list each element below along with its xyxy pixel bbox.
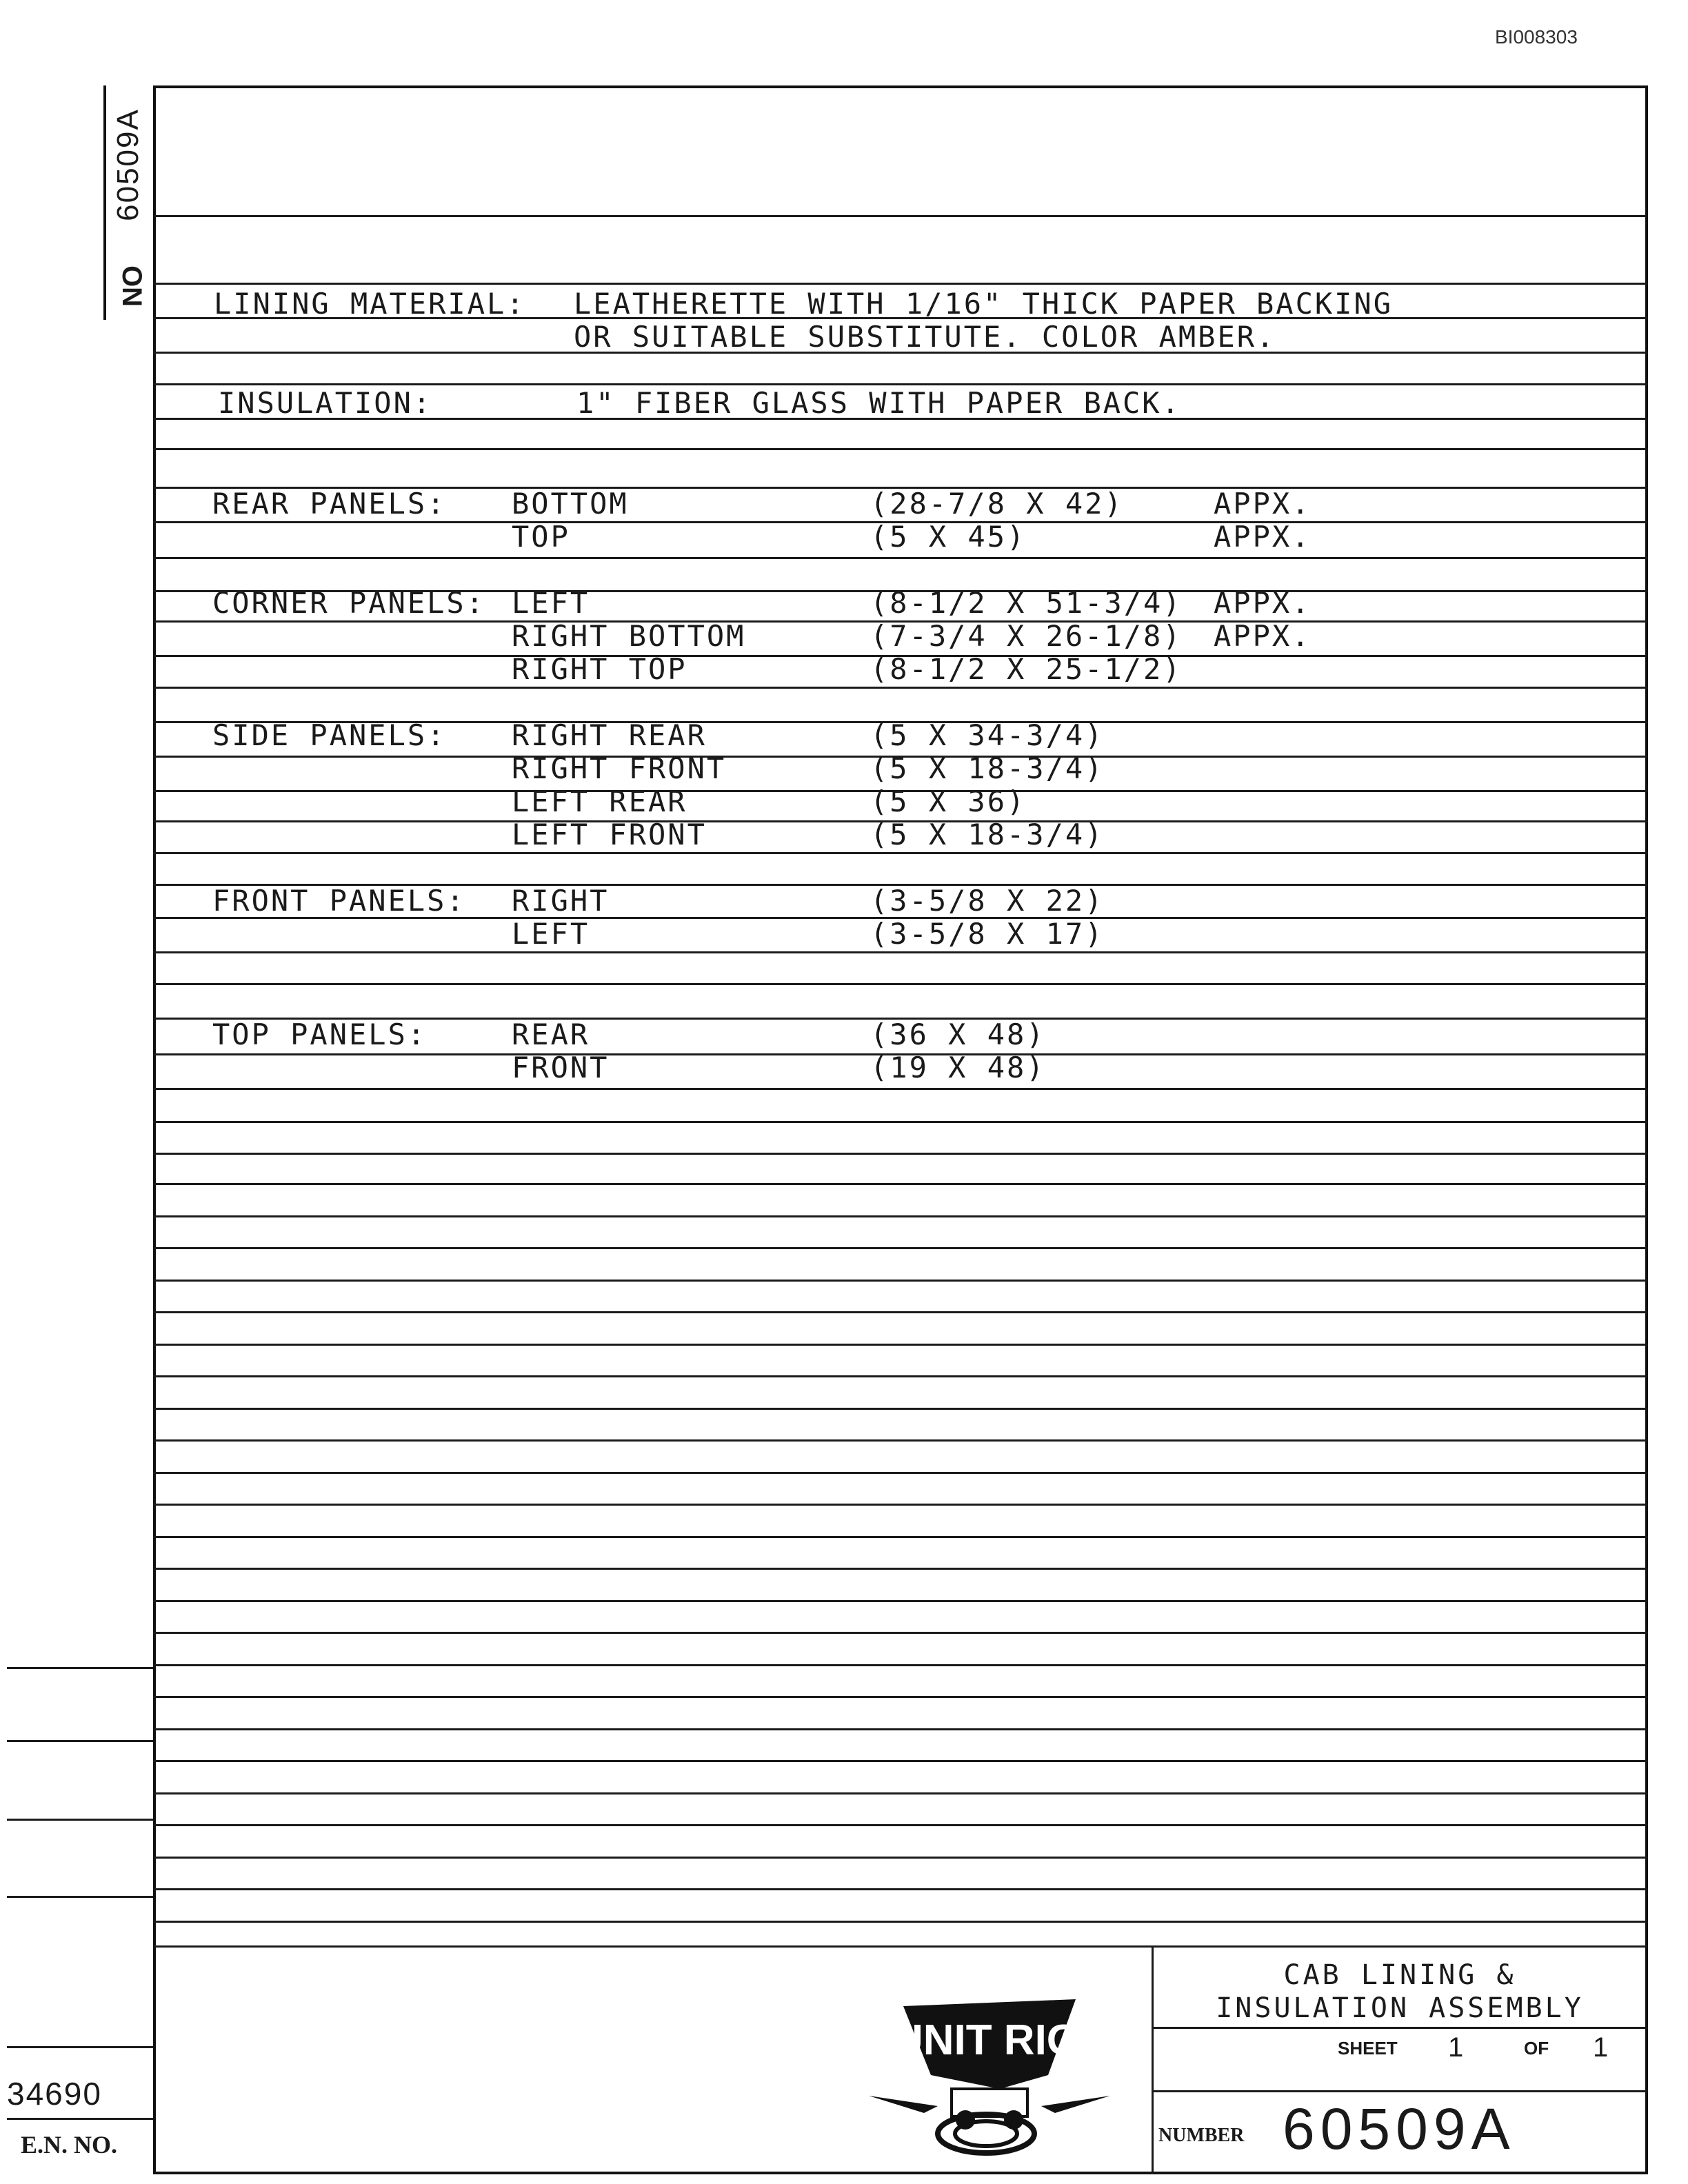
panel-size: (3-5/8 X 22) [870,884,1105,918]
panel-part: LEFT REAR [512,785,687,818]
ruled-line [7,1667,153,1669]
panel-size: (5 X 18-3/4) [870,751,1105,785]
number-label: NUMBER [1158,2125,1245,2146]
ruled-line [153,1568,1648,1570]
panel-group-label: SIDE PANELS: [212,718,447,752]
ruled-line [153,1857,1648,1859]
ruled-line [153,1439,1648,1442]
ruled-line [153,1664,1648,1666]
ruled-line [153,951,1648,953]
panel-part: RIGHT BOTTOM [512,619,746,653]
ruled-line [153,1600,1648,1602]
sheet-label: SHEET [1338,2038,1398,2059]
panel-size: (3-5/8 X 17) [870,917,1105,951]
panel-size: (7-3/4 X 26-1/8) [870,619,1183,653]
panel-note: APPX. [1214,487,1312,520]
panel-size: (8-1/2 X 25-1/2) [870,652,1183,686]
sheet-total: 1 [1593,2032,1609,2063]
panel-part: BOTTOM [512,487,629,520]
ruled-line [153,1536,1648,1538]
drawing-number: 60509A [1283,2096,1516,2161]
ruled-line [153,1280,1648,1282]
ruled-line [153,1215,1648,1217]
ruled-line [153,1183,1648,1185]
ruled-line [7,1740,153,1742]
ruled-line [153,1696,1648,1698]
panel-note: APPX. [1214,520,1312,554]
panel-size: (28-7/8 X 42) [870,487,1124,520]
panel-part: LEFT [512,586,590,620]
panel-part: RIGHT [512,884,610,918]
ruled-line [7,2118,153,2120]
ruled-line [7,1819,153,1821]
insulation-value: 1" FIBER GLASS WITH PAPER BACK. [576,386,1181,420]
ruled-line [153,448,1648,450]
panel-group-label: REAR PANELS: [212,487,447,520]
side-no-label: NO [117,265,148,307]
title-line-2: INSULATION ASSEMBLY [1216,1992,1584,2024]
ruled-line [153,1888,1648,1890]
ruled-line [153,1945,1648,1948]
title-block [1152,1951,1648,2027]
ruled-line [153,1792,1648,1794]
ruled-line [153,687,1648,689]
ruled-line [153,215,1648,217]
panel-size: (5 X 45) [870,520,1027,554]
panel-note: APPX. [1214,619,1312,653]
ruled-line [153,1375,1648,1377]
insulation-label: INSULATION: [218,386,433,420]
lining-line-1: LEATHERETTE WITH 1/16" THICK PAPER BACKING [574,287,1394,321]
ruled-line [153,983,1648,985]
panel-part: LEFT FRONT [512,818,707,851]
panel-part: RIGHT TOP [512,652,687,686]
ruled-line [153,1247,1648,1249]
logo-text: UNIT RIG [892,2016,1081,2064]
side-doc-number: 60509A [111,108,145,221]
of-label: OF [1524,2038,1549,2059]
ruled-line [153,1153,1648,1155]
sheet-row [1152,2027,1648,2082]
panel-part: RIGHT FRONT [512,751,727,785]
panel-note: APPX. [1214,586,1312,620]
panel-size: (36 X 48) [870,1018,1046,1051]
panel-size: (5 X 18-3/4) [870,818,1105,851]
ruled-line [153,852,1648,854]
en-number-label: E.N. NO. [21,2131,118,2158]
ruled-line [153,1088,1648,1090]
ruled-line [153,1504,1648,1506]
panel-size: (5 X 36) [870,785,1027,818]
ruled-line [153,557,1648,559]
number-row [1152,2089,1648,2172]
ruled-line [153,1121,1648,1123]
ruled-line [153,383,1648,385]
ruled-line [153,1921,1648,1923]
title-line-1: CAB LINING & [1283,1959,1516,1991]
panel-group-label: FRONT PANELS: [212,884,466,918]
lining-label: LINING MATERIAL: [214,287,526,321]
ruled-line [153,1472,1648,1474]
panel-size: (19 X 48) [870,1051,1046,1084]
panel-part: TOP [512,520,570,554]
ruled-line [153,1728,1648,1730]
panel-group-label: TOP PANELS: [212,1018,428,1051]
panel-part: LEFT [512,917,590,951]
ruled-line [153,283,1648,285]
ruled-line [153,1344,1648,1346]
panel-part: REAR [512,1018,590,1051]
ruled-line [153,1760,1648,1762]
ruled-line [153,1311,1648,1313]
panel-size: (8-1/2 X 51-3/4) [870,586,1183,620]
ruled-line [7,1896,153,1898]
panel-group-label: CORNER PANELS: [212,586,486,620]
ruled-line [153,1632,1648,1634]
en-number-value: 34690 [7,2076,102,2112]
ruled-line [7,2046,153,2048]
panel-part: RIGHT REAR [512,718,707,752]
unit-rig-logo [862,1985,1117,2158]
panel-size: (5 X 34-3/4) [870,718,1105,752]
sheet-number: 1 [1448,2032,1464,2063]
ruled-line [153,1408,1648,1410]
ruled-line [153,1824,1648,1826]
bates-number: BI008303 [1495,26,1578,48]
lining-line-2: OR SUITABLE SUBSTITUTE. COLOR AMBER. [574,320,1276,354]
panel-part: FRONT [512,1051,610,1084]
